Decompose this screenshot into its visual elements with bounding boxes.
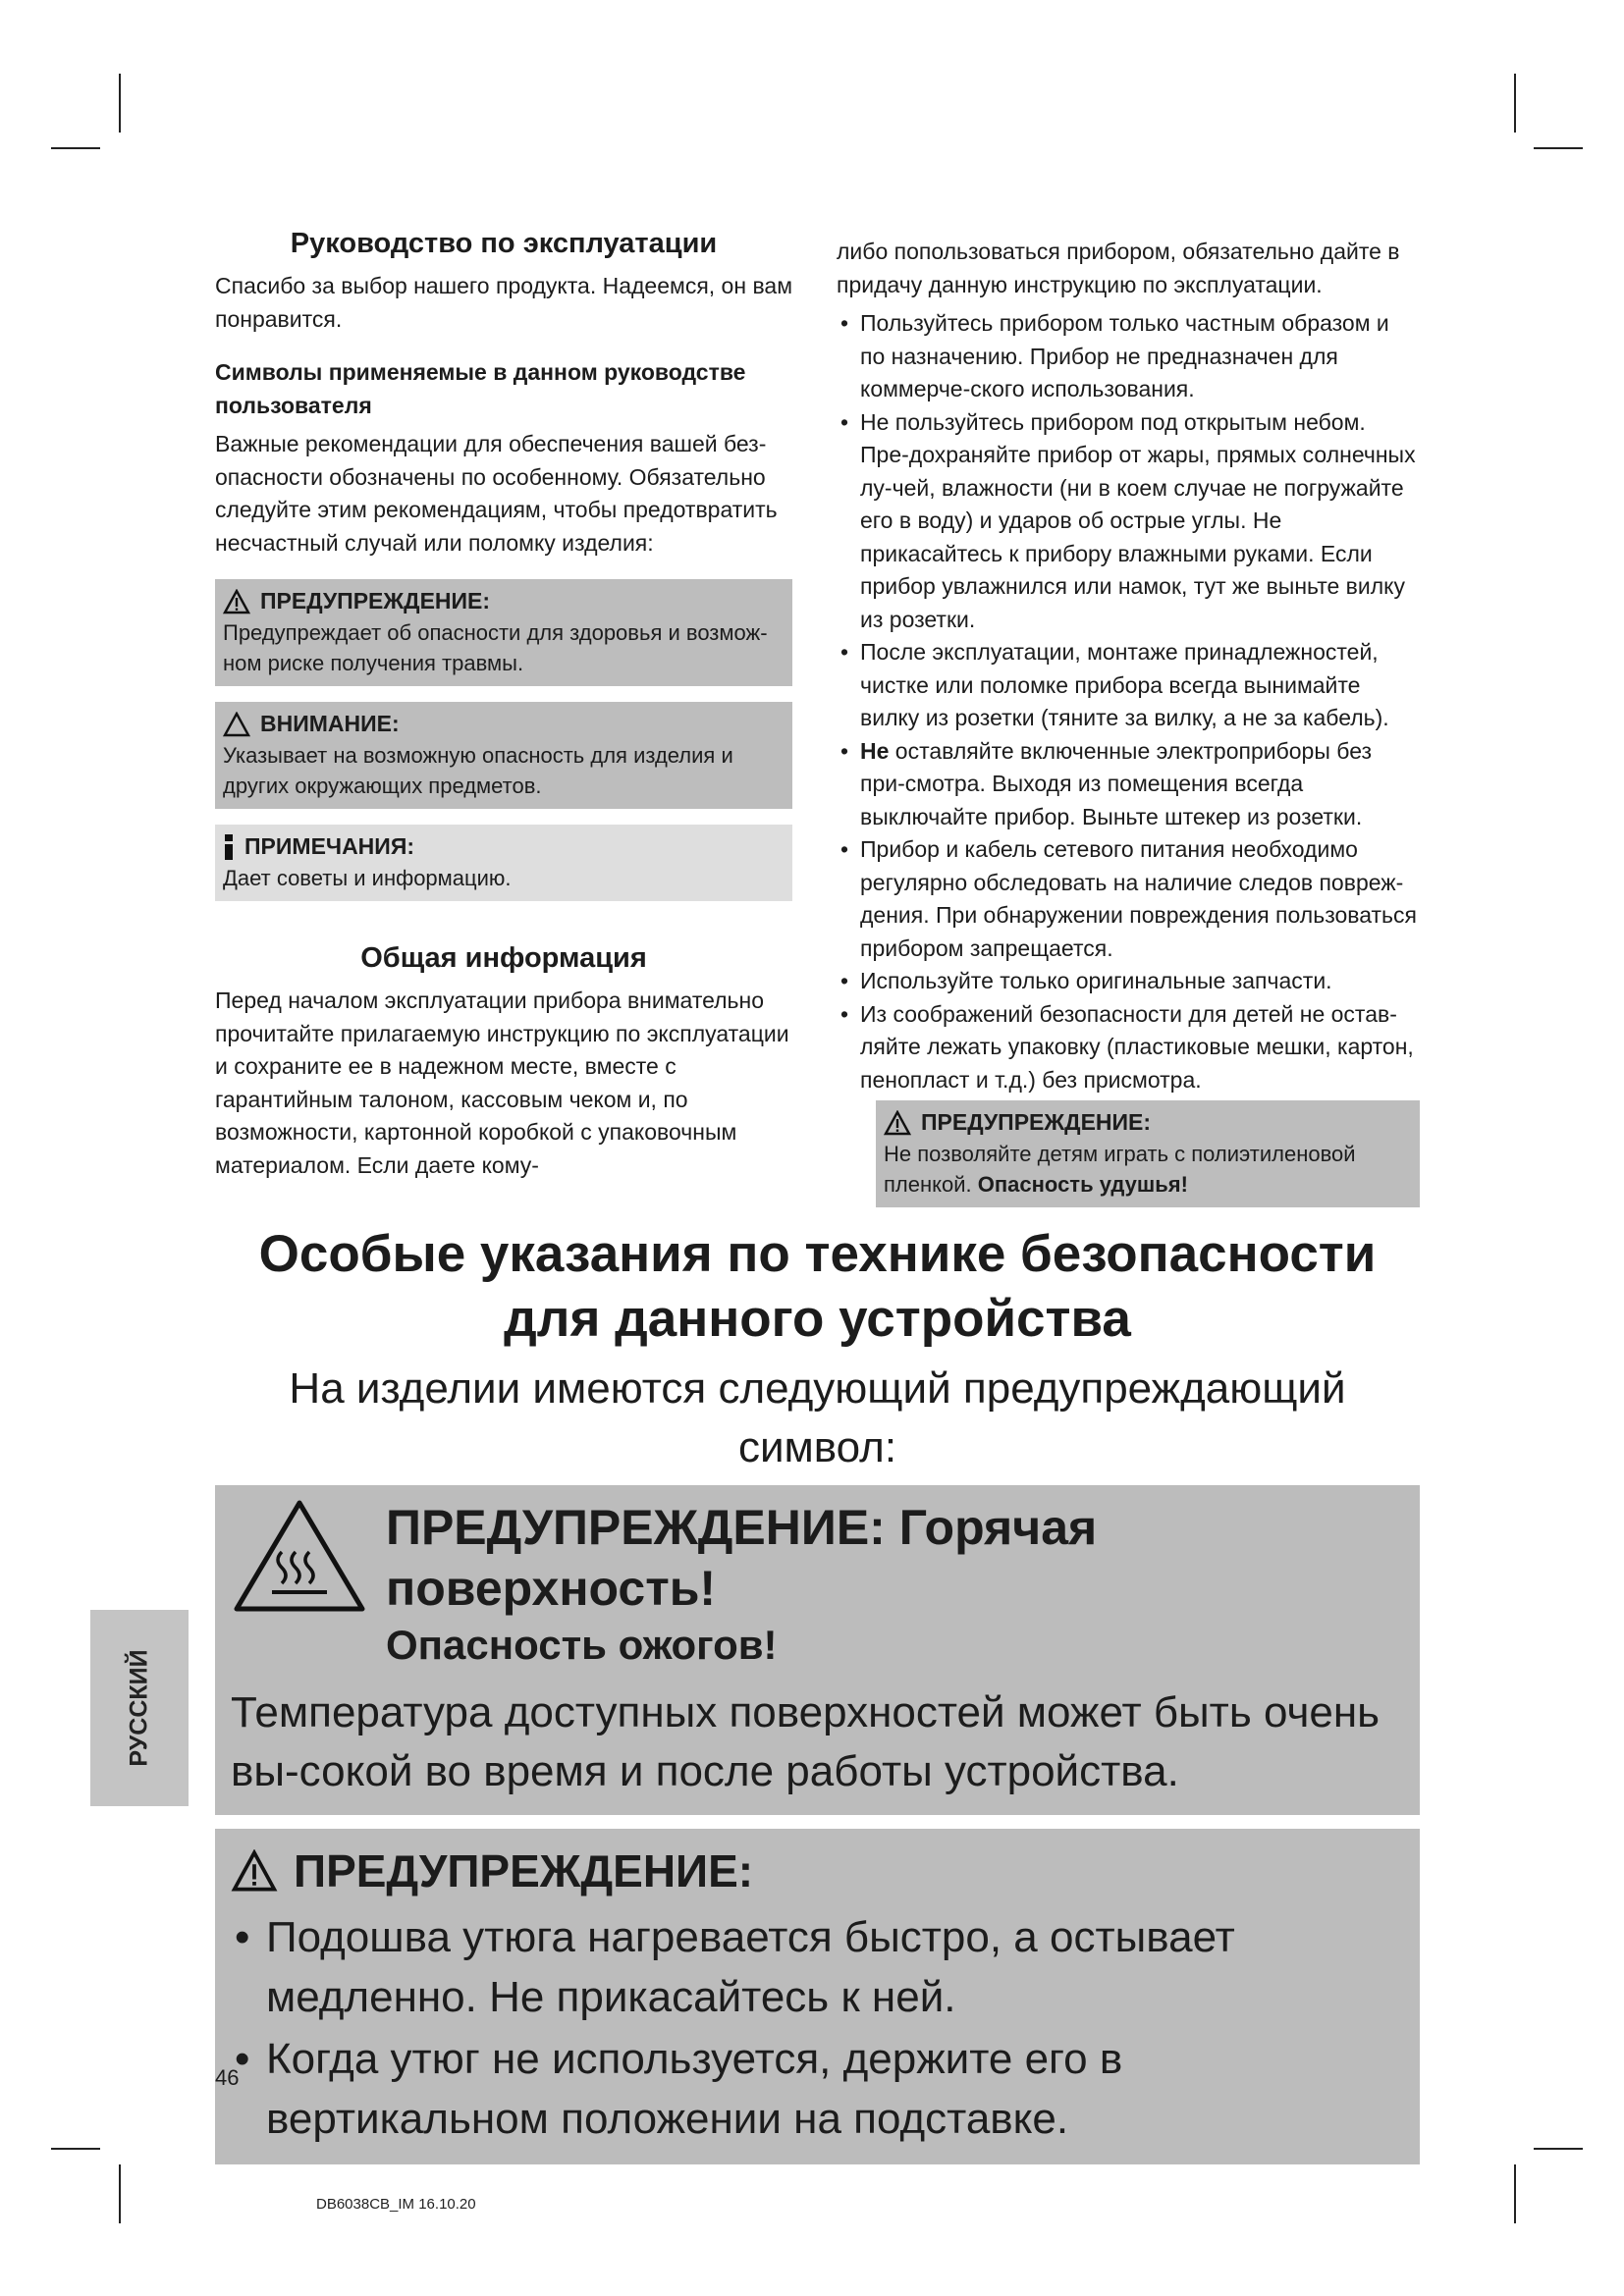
list-item: • После эксплуатации, монтаже принадлежностей, чистке или поломке прибора всегда вынимайте вилку из розетки (тяните за вилку, а не за кабель).	[837, 636, 1420, 735]
warning-box	[215, 579, 792, 686]
symbols-heading: Символы применяемые в данном руководстве пользователя	[215, 359, 746, 418]
list-item: • Пользуйтесь прибором только частным образом и по назначению. Прибор не предназначен для коммерче-ского использования.	[837, 307, 1420, 406]
language-label: РУССКИЙ	[125, 1649, 153, 1767]
warning-triangle-icon	[884, 1110, 911, 1136]
caution-text: Указывает на возможную опасность для изделия и других окружающих предметов.	[223, 743, 733, 798]
list-item: • Не пользуйтесь прибором под открытым небом. Пре-дохраняйте прибор от жары, прямых солнечных лу-чей, влажности (ни в коем случае не погружайте его в воду) и ударов об острые углы. Не прикасайтесь к прибору влажными руками. Если прибор увлажнился или намок, тут же выньте вилку из розетки.	[837, 406, 1420, 637]
list-item: • Из соображений безопасности для детей не остав-ляйте лежать упаковку (пластиковые мешки, картон, пенопласт и т.д.) без присмотра.	[837, 998, 1420, 1097]
caution-triangle-icon	[223, 712, 250, 737]
safety-title-line1: Особые указания по технике безопасности	[258, 1225, 1377, 1283]
child-warning-label: ПРЕДУПРЕЖДЕНИЕ:	[921, 1109, 1152, 1135]
crop-mark	[51, 2148, 100, 2150]
list-item: • Когда утюг не используется, держите его в вертикальном положении на подставке.	[231, 2029, 1408, 2149]
hot-surface-icon	[231, 1497, 368, 1615]
caution-label: ВНИМАНИЕ:	[260, 711, 400, 736]
general-heading: Общая информация	[360, 942, 647, 974]
list-item: • Прибор и кабель сетевого питания необходимо регулярно обследовать на наличие следов повреж-дения. При обнаружении повреждения пользоваться прибором запрещается.	[837, 833, 1420, 965]
warning-label: ПРЕДУПРЕЖДЕНИЕ:	[260, 588, 491, 614]
continuation-text: либо попользоваться прибором, обязательно дайте в придачу данную инструкцию по эксплуатации.	[837, 239, 1400, 297]
child-warning-title	[884, 1106, 1412, 1139]
footer-code: DB6038CB_IM 16.10.20	[316, 2196, 476, 2213]
warning-triangle-icon	[223, 589, 250, 614]
note-box	[215, 825, 792, 901]
right-column	[837, 236, 1420, 1207]
special-safety-section	[215, 1222, 1420, 2164]
child-warning-text: Не позволяйте детям играть с полиэтиленовой пленкой. Опасность удушья!	[884, 1142, 1356, 1197]
burn-danger-subtitle: Опасность ожогов!	[386, 1622, 778, 1668]
crop-mark	[1534, 2148, 1583, 2150]
note-label: ПРИМЕЧАНИЯ:	[244, 833, 415, 859]
symbols-text: Важные рекомендации для обеспечения вашей без-опасности обозначены по особенному. Обязательно следуйте этим рекомендациям, чтобы предотвратить несчастный случай или поломку изделия:	[215, 431, 778, 556]
warning-text: Предупреждает об опасности для здоровья и возмож-ном риске получения травмы.	[223, 620, 768, 675]
iron-warning-header	[231, 1841, 1408, 1901]
warning-triangle-icon	[231, 1849, 278, 1893]
crop-mark	[119, 74, 121, 133]
left-column	[215, 228, 792, 1182]
note-text: Дает советы и информацию.	[223, 866, 512, 890]
crop-mark	[1514, 74, 1516, 133]
suffocation-emphasis: Опасность удушья!	[977, 1172, 1188, 1197]
iron-warning-list	[231, 1907, 1408, 2149]
safety-bullet-list	[837, 307, 1420, 1096]
list-item: • Используйте только оригинальные запчасти.	[837, 965, 1420, 998]
safety-lead: На изделии имеются следующий предупреждающий символ:	[289, 1364, 1346, 1471]
child-warning-box	[876, 1100, 1420, 1207]
caution-box-title	[223, 708, 785, 740]
iron-warning-label: ПРЕДУПРЕЖДЕНИЕ:	[294, 1845, 754, 1896]
safety-title-line2: для данного устройства	[504, 1290, 1131, 1348]
caution-box	[215, 702, 792, 809]
info-icon	[223, 834, 235, 860]
thanks-text: Спасибо за выбор нашего продукта. Надеемся, он вам понравится.	[215, 273, 793, 332]
hot-surface-box	[215, 1485, 1420, 1815]
warning-box-title	[223, 585, 785, 617]
crop-mark	[51, 147, 100, 149]
hot-surface-text: Температура доступных поверхностей может быть очень вы-сокой во время и после работы устройства.	[231, 1688, 1380, 1795]
manual-title: Руководство по эксплуатации	[290, 228, 718, 259]
crop-mark	[119, 2164, 121, 2223]
page-number: 46	[215, 2065, 240, 2090]
hot-surface-title: ПРЕДУПРЕЖДЕНИЕ: Горячая поверхность!	[386, 1500, 1098, 1616]
crop-mark	[1514, 2164, 1516, 2223]
iron-warning-box	[215, 1829, 1420, 2164]
language-tab	[90, 1610, 189, 1806]
hot-surface-header	[231, 1497, 1408, 1672]
crop-mark	[1534, 147, 1583, 149]
note-box-title	[223, 830, 785, 863]
list-item: • Не оставляйте включенные электроприборы без при-смотра. Выходя из помещения всегда выключайте прибор. Выньте штекер из розетки.	[837, 735, 1420, 834]
list-item: • Подошва утюга нагревается быстро, а остывает медленно. Не прикасайтесь к ней.	[231, 1907, 1408, 2027]
general-text: Перед началом эксплуатации прибора внимательно прочитайте прилагаемую инструкцию по эксплуатации и сохраните ее в надежном месте, вместе с гарантийным талоном, кассовым чеком и, по возможности, картонной коробкой с упаковочным материалом. Если даете кому-	[215, 988, 789, 1178]
